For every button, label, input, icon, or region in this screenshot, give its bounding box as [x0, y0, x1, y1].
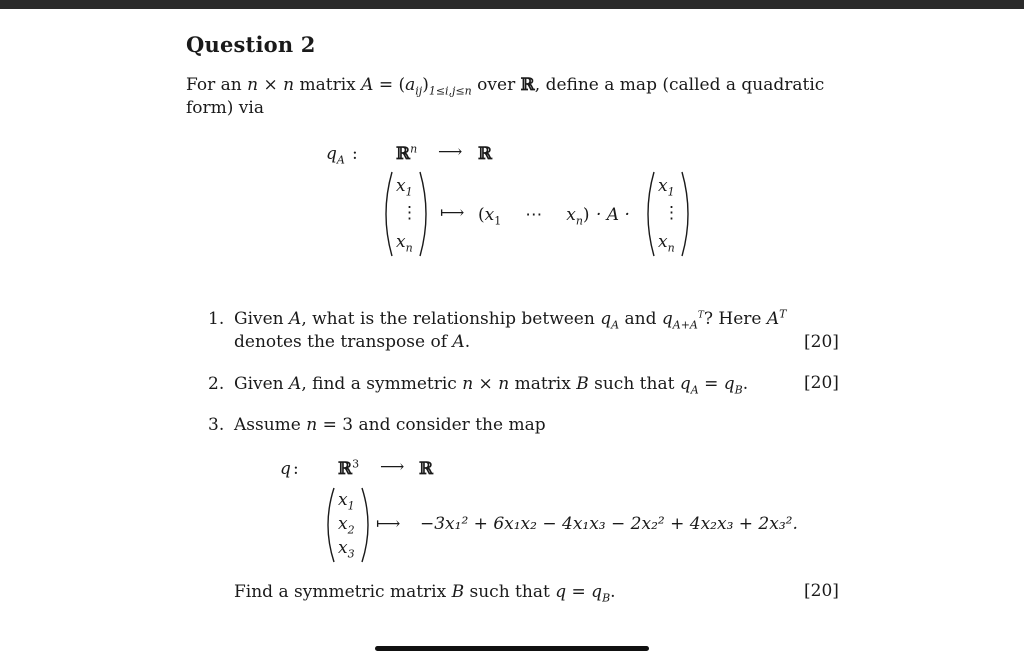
- map2-arrow: ⟶: [380, 457, 405, 477]
- map2-codomain: ℝ: [419, 459, 434, 479]
- map2-domain: ℝ$^3$: [338, 457, 360, 479]
- vector-entry-xn: $x_n$: [396, 232, 413, 255]
- points-item-3: [20]: [804, 581, 839, 601]
- vector-vdots-right: ⋮: [663, 203, 680, 223]
- times-A: · A ·: [596, 205, 630, 225]
- row-vector: ($x_1$ ⋯ $x_n$): [478, 205, 590, 228]
- map2-colon: :: [293, 459, 299, 479]
- vector3-entry-x1: $x_1$: [338, 490, 355, 513]
- vector3-entry-x2: $x_2$: [338, 514, 355, 537]
- vector-entry-xn-right: $x_n$: [658, 232, 675, 255]
- map-arrow: ⟶: [438, 142, 463, 162]
- map-domain: ℝ$^n$: [396, 142, 418, 164]
- question-title: Question 2: [186, 32, 316, 57]
- vector-entry-x1-right: $x_1$: [658, 176, 675, 199]
- question-intro: For an n × n matrix $A = (a_{ij})_{1\le i,j\le n}$ over ℝ, define a map (called a quadratic form) via: [186, 75, 825, 118]
- top-status-bar: [0, 0, 1024, 9]
- list-item-1: 1. Given A, what is the relationship between $q_A$ and $q_{A+A}^T$? Here $A^T$ denotes the transpose of A.: [208, 307, 787, 352]
- item-3-find-statement: Find a symmetric matrix B such that $q = q_B$.: [234, 582, 616, 605]
- points-item-1: [20]: [804, 332, 839, 352]
- map2-label: q: [280, 459, 291, 479]
- vector-vdots: ⋮: [401, 203, 418, 223]
- map-colon: :: [352, 144, 358, 164]
- mapsto-arrow: ⟼: [440, 203, 465, 223]
- list-item-2: 2. Given A, find a symmetric n × n matrix B such that $q_A = q_B$.: [208, 374, 749, 397]
- points-item-2: [20]: [804, 373, 839, 393]
- map2-mapsto: ⟼: [376, 514, 401, 534]
- map-codomain: ℝ: [478, 144, 493, 164]
- map-label-qA: $q_A$: [326, 144, 345, 167]
- list-item-3: 3. Assume n = 3 and consider the map: [208, 415, 546, 435]
- home-indicator-bar[interactable]: [375, 646, 649, 651]
- vector3-entry-x3: $x_3$: [338, 538, 355, 561]
- vector-entry-x1: $x_1$: [396, 176, 413, 199]
- quadratic-expression: −3x₁² + 6x₁x₂ − 4x₁x₃ − 2x₂² + 4x₂x₃ + 2x₃².: [420, 514, 798, 534]
